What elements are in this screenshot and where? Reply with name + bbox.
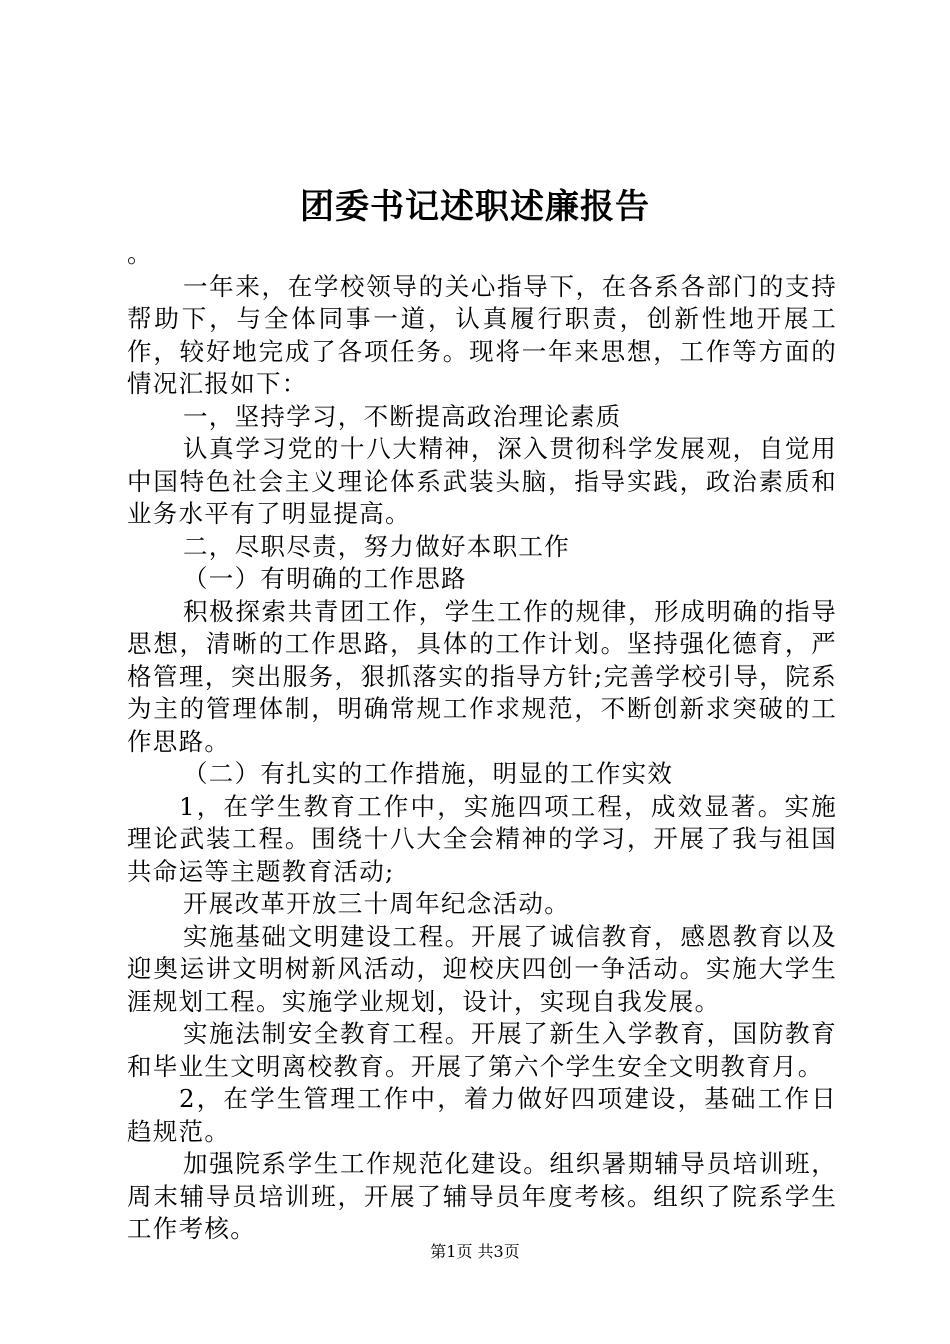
document-body [127,238,837,1246]
page-number-footer: 第1页 共3页 [430,1242,520,1261]
section-heading: 二，尽职尽责，努力做好本职工作 [183,531,570,561]
paragraph: 一年来，在学校领导的关心指导下，在各系各部门的支持帮助下，与全体同事一道，认真履行职责，创新性地开展工作，较好地完成了各项任务。现将一年来思想，工作等方面的情况汇报如下： [127,271,837,398]
paragraph: 加强院系学生工作规范化建设。组织暑期辅导员培训班，周末辅导员培训班，开展了辅导员年度考核。组织了院系学生工作考核。 [127,1149,837,1243]
subsection-heading: （一）有明确的工作思路 [183,564,467,593]
paragraph: 积极探索共青团工作，学生工作的规律，形成明确的指导思想，清晰的工作思路，具体的工作计划。坚持强化德育，严格管理，突出服务，狠抓落实的指导方针;完善学校引导，院系为主的管理体制，明确常规工作求规范，不断创新求突破的工作思路。 [127,596,837,756]
paragraph: 实施基础文明建设工程。开展了诚信教育，感恩教育以及迎奥运讲文明树新风活动，迎校庆四创一争活动。实施大学生涯规划工程。实施学业规划，设计，实现自我发展。 [127,921,837,1016]
paragraph: 开展改革开放三十周年纪念活动。 [183,889,570,918]
paragraph: 。 [127,239,153,268]
paragraph: 1，在学生教育工作中，实施四项工程，成效显著。实施理论武装工程。围绕十八大全会精神的学习，开展了我与祖国共命运等主题教育活动; [127,791,837,886]
document-title: 团委书记述职述廉报告 [300,187,650,227]
paragraph: 2，在学生管理工作中，着力做好四项建设，基础工作日趋规范。 [127,1084,837,1146]
paragraph: 认真学习党的十八大精神，深入贯彻科学发展观，自觉用中国特色社会主义理论体系武装头脑，指导实践，政治素质和业务水平有了明显提高。 [127,434,837,528]
section-heading: 一，坚持学习，不断提高政治理论素质 [183,401,622,431]
subsection-heading: （二）有扎实的工作措施，明显的工作实效 [183,759,674,788]
paragraph: 实施法制安全教育工程。开展了新生入学教育，国防教育和毕业生文明离校教育。开展了第六个学生安全文明教育月。 [127,1019,837,1081]
